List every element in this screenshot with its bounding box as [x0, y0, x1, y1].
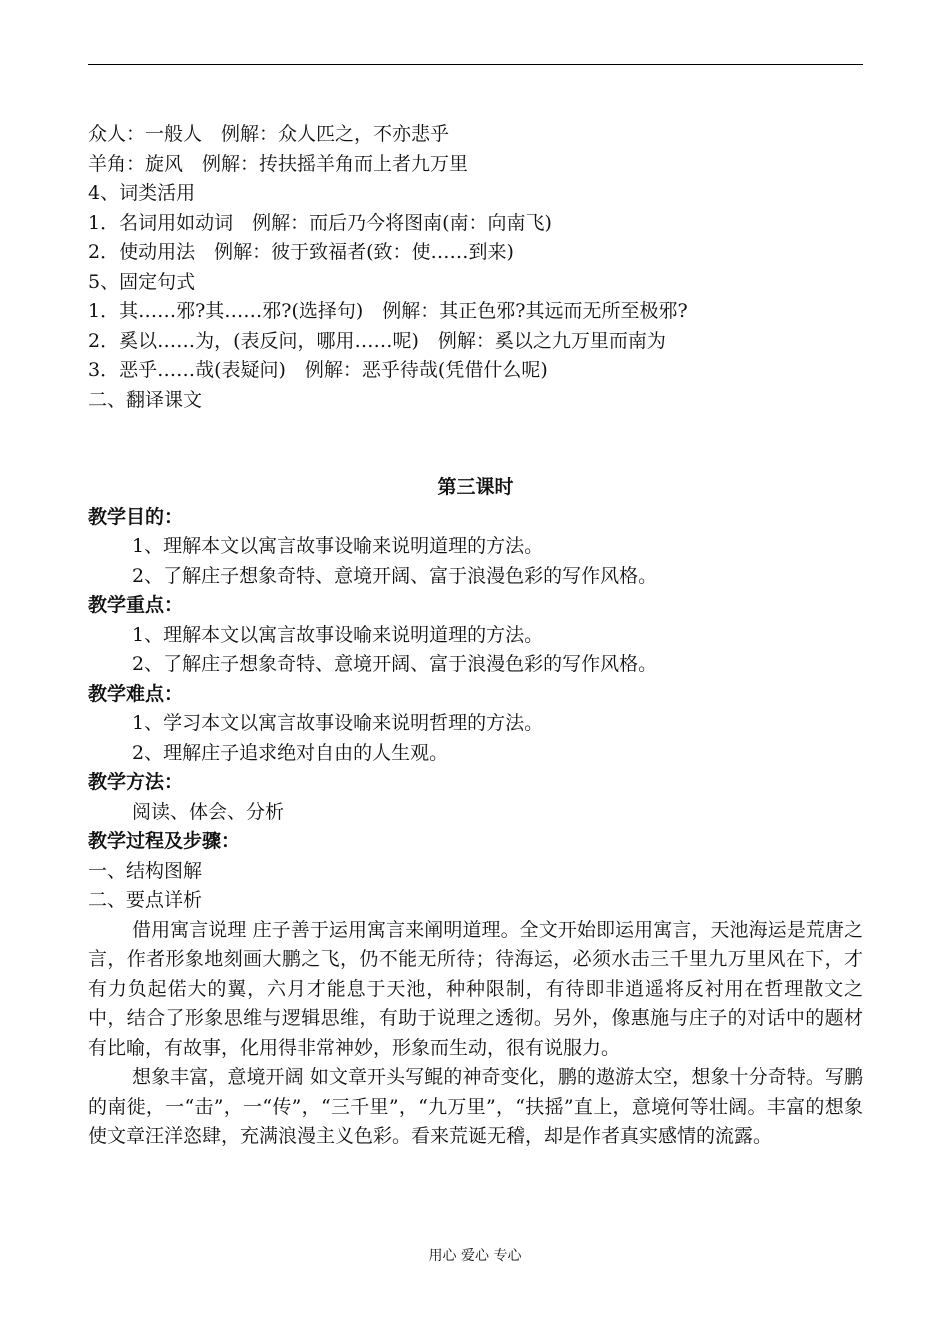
text-line: 1．其……邪?其……邪?(选择句) 例解：其正色邪?其远而无所至极邪? — [88, 300, 688, 322]
text-line: 众人：一般人 例解：众人匹之，不亦悲乎 — [88, 123, 450, 145]
body-paragraph: 想象丰富，意境开阔 如文章开头写鲲的神奇变化，鹏的遨游太空，想象十分奇特。写鹏的南徙，一“击”，一“传”，“三千里”，“九万里”，“扶摇”直上，意境何等壮阔。丰富的想象使文章汪洋恣肆，充满浪漫主义色彩。看来荒诞无稽，却是作者真实感情的流露。 — [88, 1066, 863, 1147]
text-line: 1．名词用如动词 例解：而后乃今将图南(南：向南飞) — [88, 211, 552, 234]
method-text: 阅读、体会、分析 — [132, 800, 285, 823]
goal-item: 2、了解庄子想象奇特、意境开阔、富于浪漫色彩的写作风格。 — [132, 564, 658, 587]
process-heading: 教学过程及步骤： — [88, 830, 241, 852]
text-line: 2．奚以……为，(表反问，哪用……呢) 例解：奚以之九万里而南为 — [88, 329, 666, 352]
text-line: 5、固定句式 — [88, 270, 196, 293]
process-item: 二、要点详析 — [88, 889, 203, 911]
method-heading: 教学方法： — [88, 771, 184, 793]
key-heading: 教学重点： — [88, 594, 184, 616]
goal-heading: 教学目的： — [88, 505, 184, 528]
process-item: 一、结构图解 — [88, 859, 203, 882]
key-item: 1、理解本文以寓言故事设喻来说明道理的方法。 — [132, 623, 544, 646]
difficulty-item: 2、理解庄子追求绝对自由的人生观。 — [132, 741, 449, 764]
page-content — [88, 120, 863, 1152]
text-line: 4、词类活用 — [88, 182, 196, 204]
difficulty-heading: 教学难点： — [88, 682, 184, 705]
text-line: 2．使动用法 例解：彼于致福者(致：使……到来) — [88, 241, 514, 263]
page-footer: 用心 爱心 专心 — [428, 1248, 522, 1264]
key-item: 2、了解庄子想象奇特、意境开阔、富于浪漫色彩的写作风格。 — [132, 653, 658, 675]
lesson-title: 第三课时 — [437, 476, 514, 498]
spacer — [88, 415, 863, 473]
header-rule — [88, 64, 863, 65]
goal-item: 1、理解本文以寓言故事设喻来说明道理的方法。 — [132, 535, 544, 557]
difficulty-item: 1、学习本文以寓言故事设喻来说明哲理的方法。 — [132, 712, 544, 734]
text-line: 3．恶乎……哉(表疑问) 例解：恶乎待哉(凭借什么呢) — [88, 359, 548, 381]
body-paragraph: 借用寓言说理 庄子善于运用寓言来阐明道理。全文开始即运用寓言，天池海运是荒唐之言，作者形象地刻画大鹏之飞，仍不能无所待；待海运，必须水击三千里九万里风在下，才有力负起偌大的翼，六月才能息于天池，种种限制，有待即非逍遥将反衬用在哲理散文之中，结合了形象思维与逻辑思维，有助于说理之透彻。另外，像惠施与庄子的对话中的题材有比喻，有故事，化用得非常神妙，形象而生动，很有说服力。 — [88, 918, 863, 1059]
text-line: 二、翻译课文 — [88, 388, 203, 411]
text-line: 羊角：旋风 例解：抟扶摇羊角而上者九万里 — [88, 152, 469, 175]
